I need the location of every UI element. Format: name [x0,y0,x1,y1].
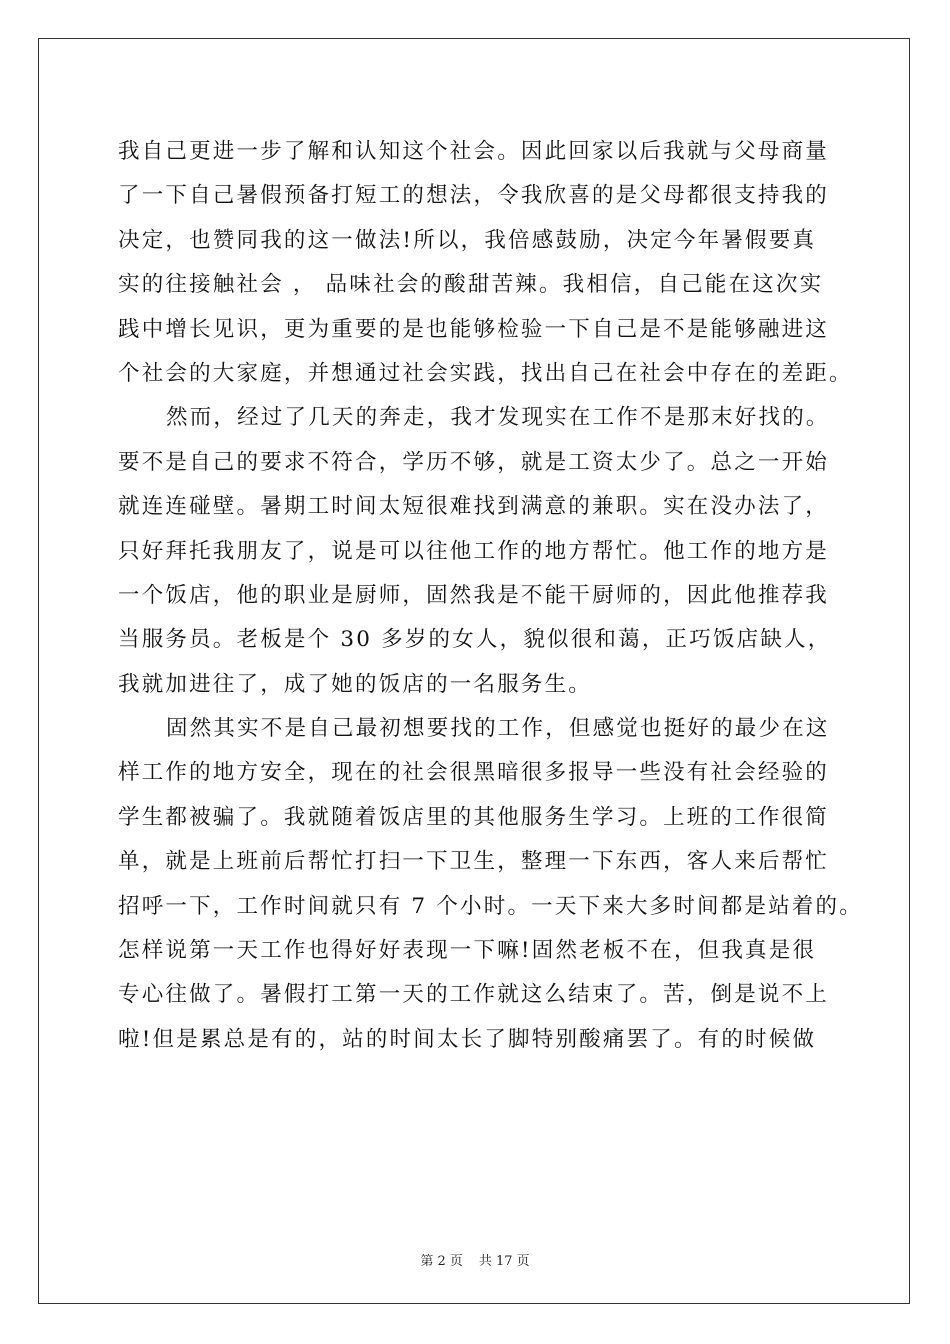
text-line: 了一下自己暑假预备打短工的想法，令我欣喜的是父母都很支持我的 [118,183,830,209]
document-body [118,130,863,1062]
text-line: 怎样说第一天工作也得好好表现一下嘛!固然老板不在，但我真是很 [118,938,817,964]
text-line: 实的往接触社会 ， 品味社会的酸甜苦辣。我相信，自己能在这次实 [118,272,824,298]
text-line: 啦!但是累总是有的，站的时间太长了脚特别酸痛罢了。有的时候做 [118,1026,817,1052]
text-line: 只好拜托我朋友了，说是可以往他工作的地方帮忙。他工作的地方是 [118,538,830,564]
page-footer [0,1250,950,1269]
text-line: 我就加进往了，成了她的饭店的一名服务生。 [118,671,593,697]
text-line: 样工作的地方安全，现在的社会很黑暗很多报导一些没有社会经验的 [118,760,830,786]
page-total: 共 17 页 [478,1254,530,1269]
text-line: 一个饭店，他的职业是厨师，固然我是不能干厨师的，因此他推荐我 [118,582,830,608]
text-line: 决定，也赞同我的这一做法!所以，我倍感鼓励，决定今年暑假要真 [118,227,817,253]
text-line: 当服务员。老板是个 30 多岁的女人，貌似很和蔼，正巧饭店缺人， [118,627,832,653]
text-line: 要不是自己的要求不符合，学历不够，就是工资太少了。总之一开始 [118,449,830,475]
text-line: 招呼一下，工作时间就只有 7 个小时。一天下来大多时间都是站着的。 [118,893,863,919]
text-line: 学生都被骗了。我就随着饭店里的其他服务生学习。上班的工作很简 [118,804,830,830]
text-line: 就连连碰壁。暑期工时间太短很难找到满意的兼职。实在没办法了， [118,494,830,520]
text-line: 单，就是上班前后帮忙打扫一下卫生，整理一下东西，客人来后帮忙 [118,849,830,875]
text-line: 我自己更进一步了解和认知这个社会。因此回家以后我就与父母商量 [118,139,830,164]
paragraph-start-line: 然而，经过了几天的奔走，我才发现实在工作不是那末好找的。 [166,405,830,431]
page-number: 第 2 页 [420,1254,463,1269]
text-line: 践中增长见识，更为重要的是也能够检验一下自己是不是能够融进这 [118,316,830,342]
text-line: 专心往做了。暑假打工第一天的工作就这么结束了。苦，倒是说不上 [118,982,830,1008]
paragraph-start-line: 固然其实不是自己最初想要找的工作，但感觉也挺好的最少在这 [166,716,830,742]
text-line: 个社会的大家庭，并想通过社会实践，找出自己在社会中存在的差距。 [118,360,853,386]
